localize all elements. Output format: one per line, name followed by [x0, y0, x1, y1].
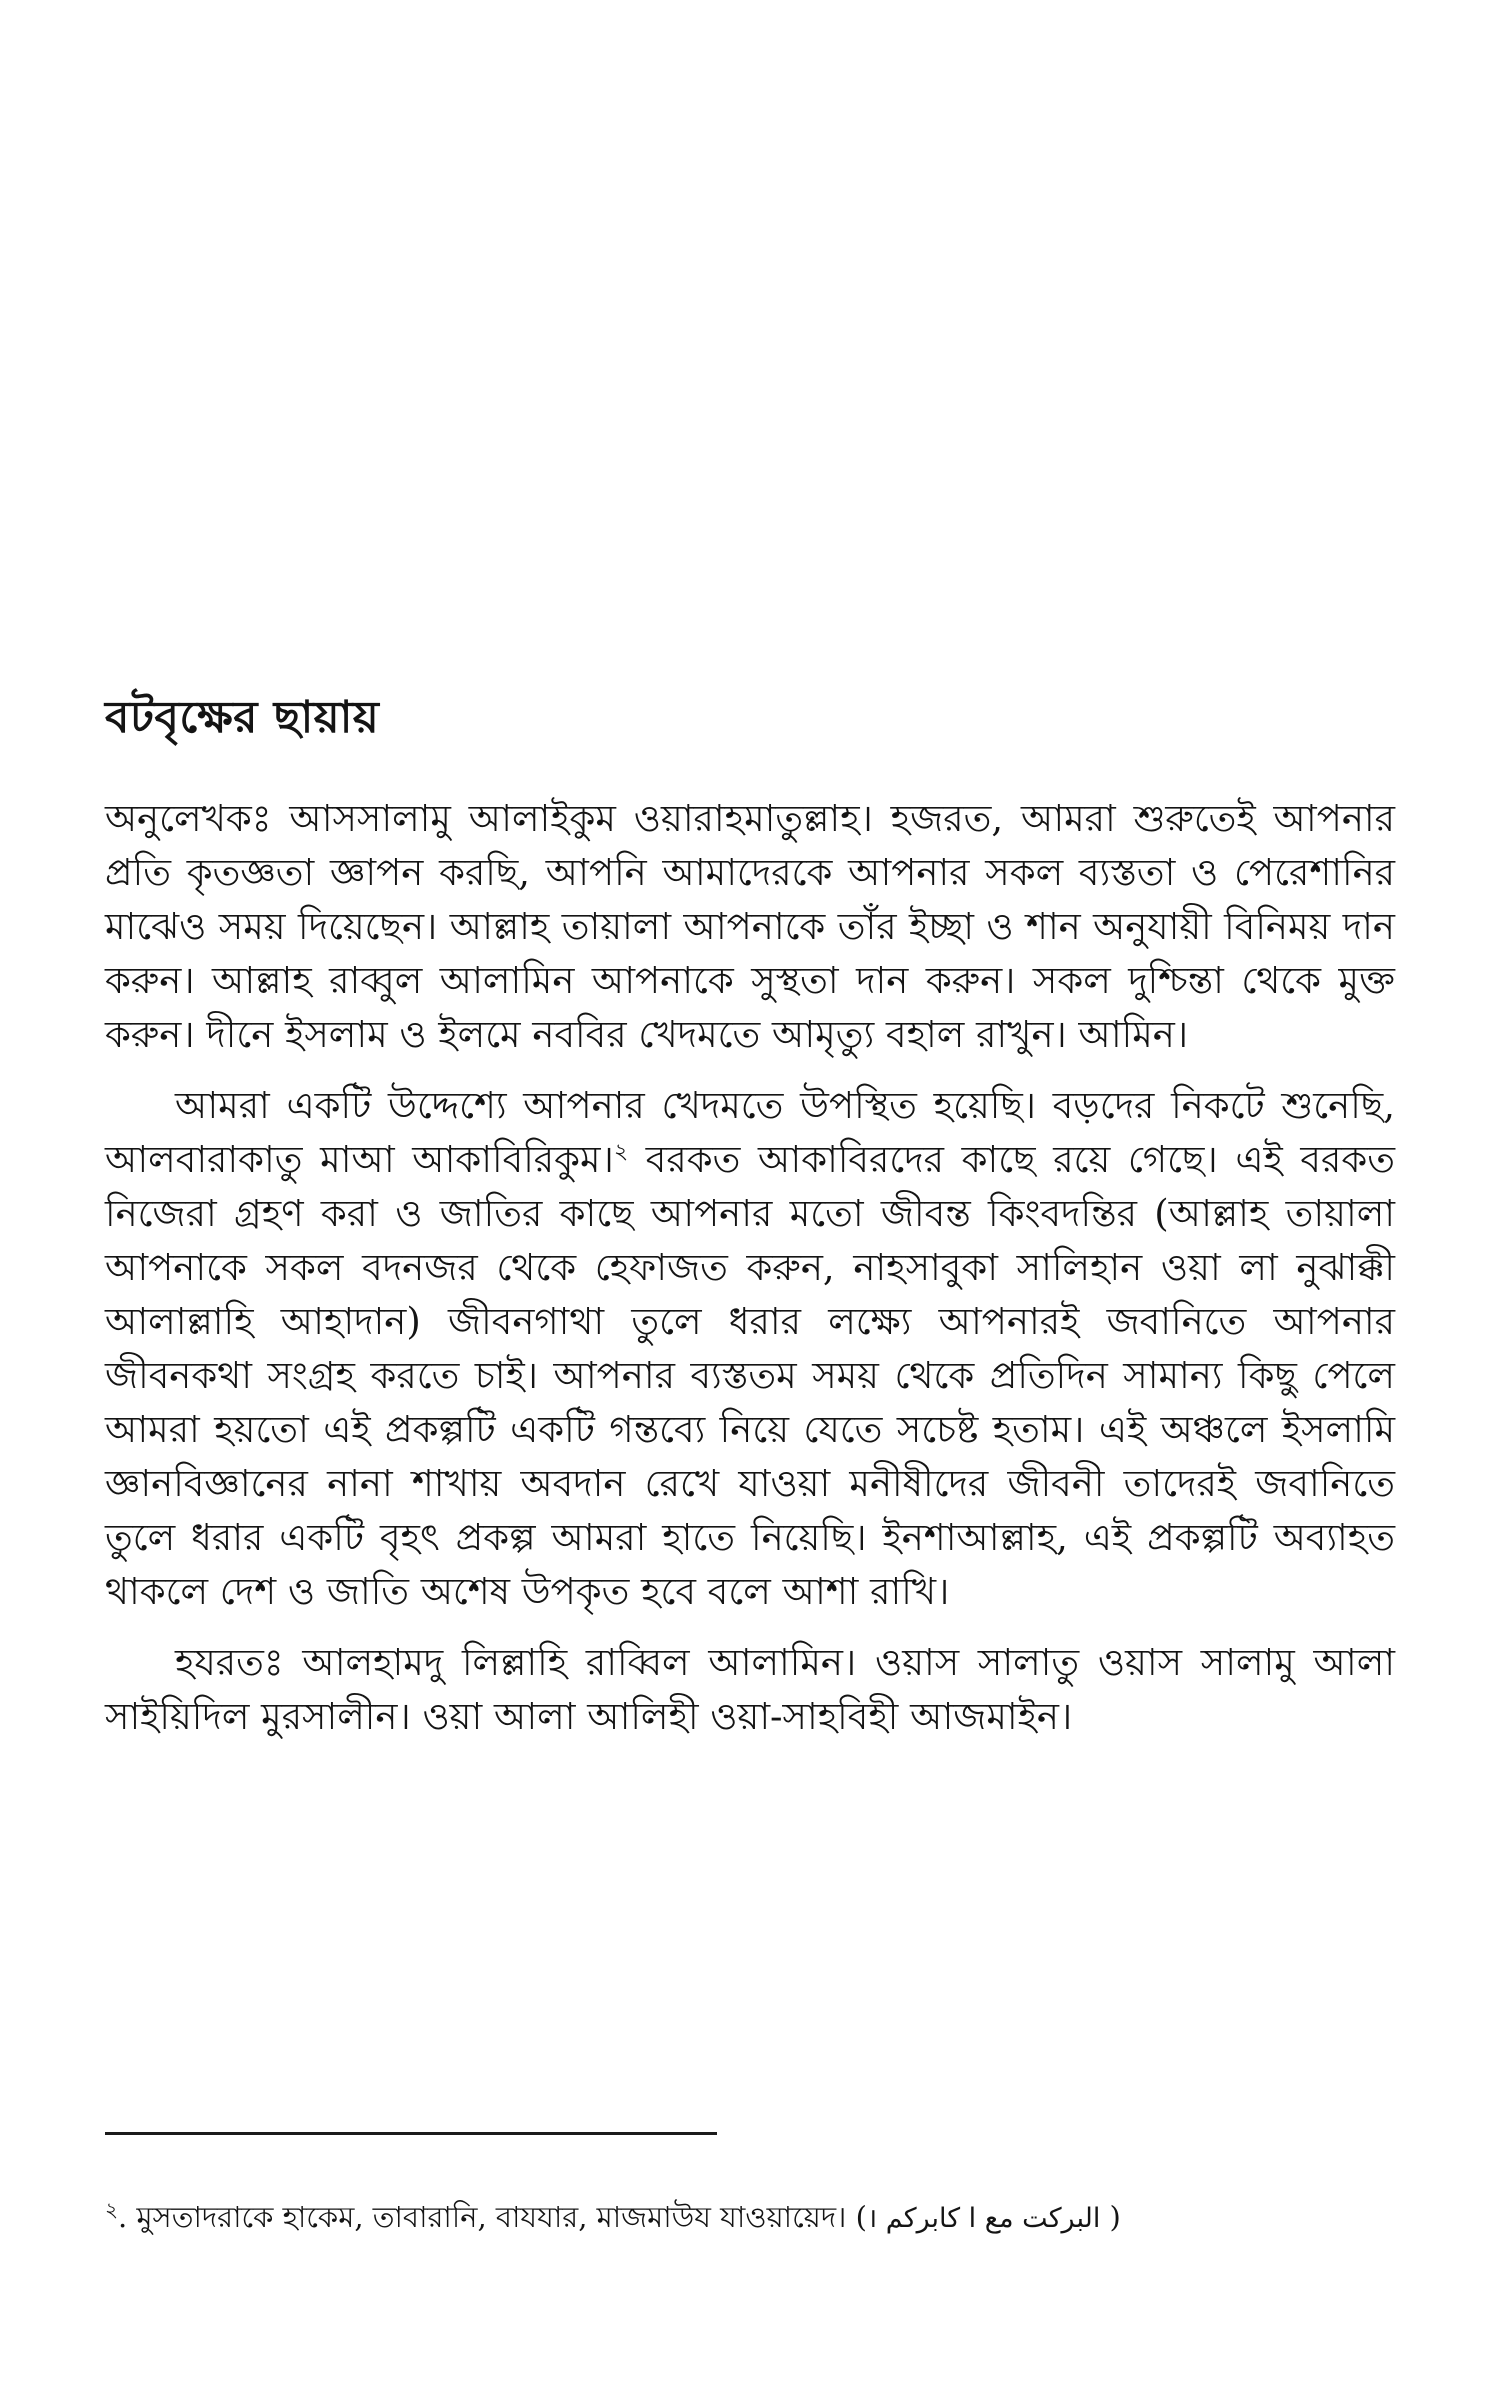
footnote-arabic-text: البركت مع ا كابركم ।	[866, 2203, 1101, 2234]
footnote-marker: ২	[105, 2197, 119, 2222]
chapter-title: বটবৃক্ষের ছায়ায়	[105, 692, 380, 743]
paragraph-intro: অনুলেখকঃ আসসালামু আলাইকুম ওয়ারাহমাতুল্লাহ। হজরত, আমরা শুরুতেই আপনার প্রতি কৃতজ্ঞতা জ্ঞাপন করছি, আপনি আমাদেরকে আপনার সকল ব্যস্ততা ও পেরেশানির মাঝেও সময় দিয়েছেন। আল্লাহ তায়ালা আপনাকে তাঁর ইচ্ছা ও শান অনুযায়ী বিনিময় দান করুন। আল্লাহ রাব্বুল আলামিন আপনাকে সুস্থতা দান করুন। সকল দুশ্চিন্তা থেকে মুক্ত করুন। দীনে ইসলাম ও ইলমে নববির খেদমতে আমৃত্যু বহাল রাখুন। আমিন।	[105, 797, 1395, 1056]
footnote-reference[interactable]: ২	[613, 1139, 629, 1165]
footnote-text: . মুসতাদরাকে হাকেম, তাবারানি, বাযযার, মাজমাউয যাওয়ায়েদ। (	[118, 2200, 867, 2234]
paragraph-purpose-part-1: আমরা একটি উদ্দেশ্যে আপনার খেদমতে উপস্থিত হয়েছি। বড়দের নিকটে শুনেছি, আলবারাকাতু মাআ আকাবিরিকুম।	[105, 1084, 1395, 1181]
footnote-close: )	[1100, 2200, 1121, 2234]
paragraph-purpose	[105, 1079, 1395, 1619]
paragraph-reply: হযরতঃ আলহামদু লিল্লাহি রাব্বিল আলামিন। ওয়াস সালাতু ওয়াস সালামু আলা সাইয়িদিল মুরসালীন। ওয়া আলা আলিহী ওয়া-সাহবিহী আজমাইন।	[105, 1641, 1395, 1738]
paragraph-purpose-part-2: বরকত আকাবিরদের কাছে রয়ে গেছে। এই বরকত নিজেরা গ্রহণ করা ও জাতির কাছে আপনার মতো জীবন্ত কিংবদন্তির (আল্লাহ তায়ালা আপনাকে সকল বদনজর থেকে হেফাজত করুন, নাহসাবুকা সালিহান ওয়া লা নুঝাক্কী আলাল্লাহি আহাদান) জীবনগাথা তুলে ধরার লক্ষ্যে আপনারই জবানিতে আপনার জীবনকথা সংগ্রহ করতে চাই। আপনার ব্যস্ততম সময় থেকে প্রতিদিন সামান্য কিছু পেলে আমরা হয়তো এই প্রকল্পটি একটি গন্তব্যে নিয়ে যেতে সচেষ্ট হতাম। এই অঞ্চলে ইসলামি জ্ঞানবিজ্ঞানের নানা শাখায় অবদান রেখে যাওয়া মনীষীদের জীবনী তাদেরই জবানিতে তুলে ধরার একটি বৃহৎ প্রকল্প আমরা হাতে নিয়েছি। ইনশাআল্লাহ, এই প্রকল্পটি অব্যাহত থাকলে দেশ ও জাতি অশেষ উপকৃত হবে বলে আশা রাখি।	[105, 1138, 1395, 1613]
footnote-divider	[105, 2132, 717, 2135]
footnote	[105, 2196, 1395, 2240]
body-text	[105, 792, 1395, 1761]
